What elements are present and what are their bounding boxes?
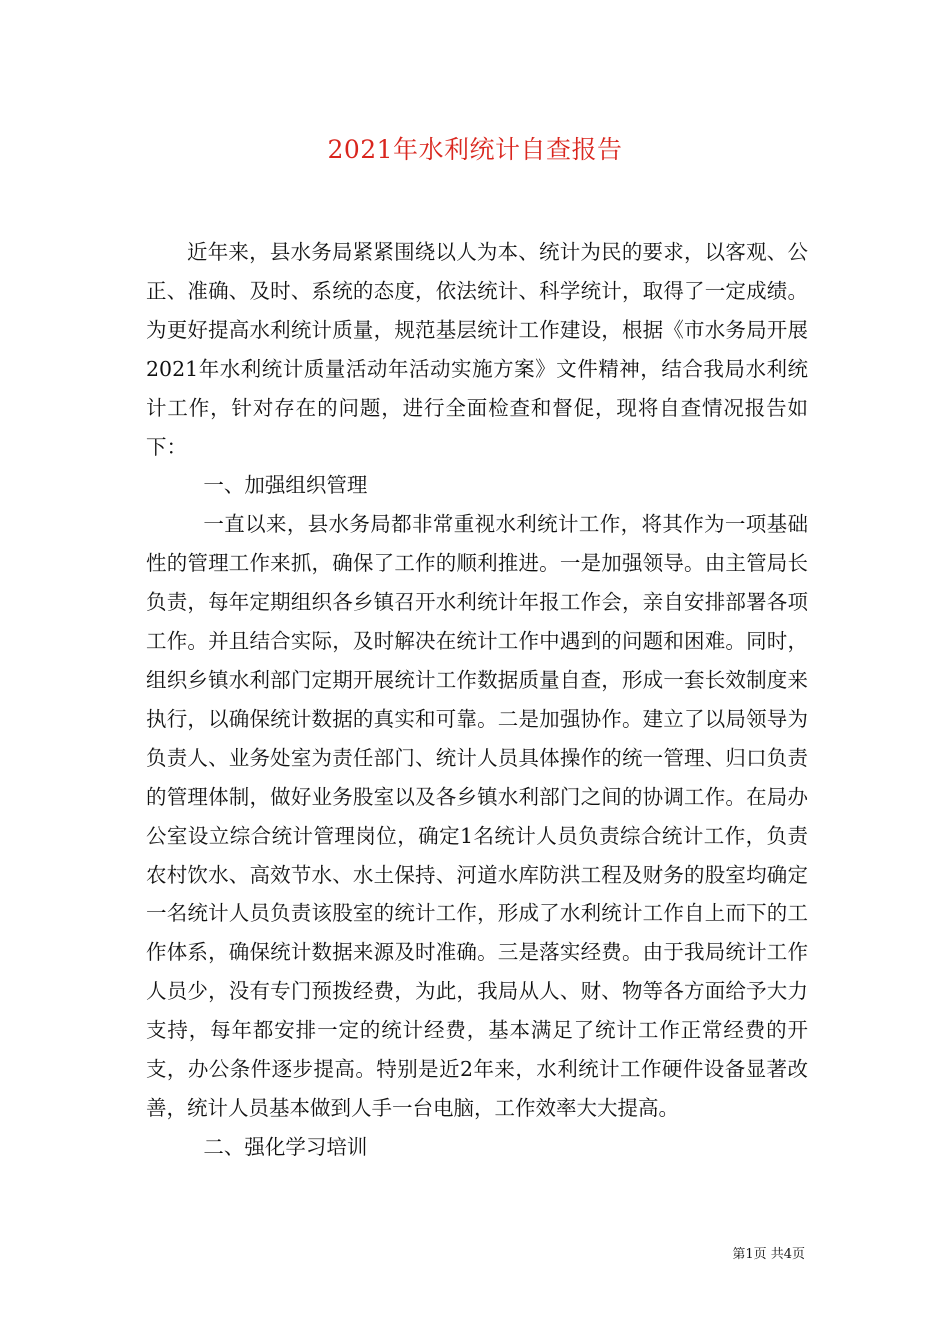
document-body xyxy=(146,233,808,1167)
page-number: 第1页 共4页 xyxy=(732,1247,805,1262)
document-title: 2021年水利统计自查报告 xyxy=(327,135,623,164)
intro-paragraph: 近年来，县水务局紧紧围绕以人为本、统计为民的要求，以客观、公正、准确、及时、系统的态度，依法统计、科学统计，取得了一定成绩。为更好提高水利统计质量，规范基层统计工作建设，根据《市水务局开展2021年水利统计质量活动年活动实施方案》文件精神，结合我局水利统计工作，针对存在的问题，进行全面检查和督促，现将自查情况报告如下： xyxy=(146,240,808,459)
section-1-paragraph: 一直以来，县水务局都非常重视水利统计工作，将其作为一项基础性的管理工作来抓，确保了工作的顺利推进。一是加强领导。由主管局长负责，每年定期组织各乡镇召开水利统计年报工作会，亲自安排部署各项工作。并且结合实际，及时解决在统计工作中遇到的问题和困难。同时，组织乡镇水利部门定期开展统计工作数据质量自查，形成一套长效制度来执行，以确保统计数据的真实和可靠。二是加强协作。建立了以局领导为负责人、业务处室为责任部门、统计人员具体操作的统一管理、归口负责的管理体制，做好业务股室以及各乡镇水利部门之间的协调工作。在局办公室设立综合统计管理岗位，确定1名统计人员负责综合统计工作，负责农村饮水、高效节水、水土保持、河道水库防洪工程及财务的股室均确定一名统计人员负责该股室的统计工作，形成了水利统计工作自上而下的工作体系，确保统计数据来源及时准确。三是落实经费。由于我局统计工作人员少，没有专门预拨经费，为此，我局从人、财、物等各方面给予大力支持，每年都安排一定的统计经费，基本满足了统计工作正常经费的开支，办公条件逐步提高。特别是近2年来，水利统计工作硬件设备显著改善，统计人员基本做到人手一台电脑，工作效率大大提高。 xyxy=(146,512,808,1120)
section-heading-2: 二、强化学习培训 xyxy=(203,1134,368,1159)
section-heading-1: 一、加强组织管理 xyxy=(203,473,368,498)
